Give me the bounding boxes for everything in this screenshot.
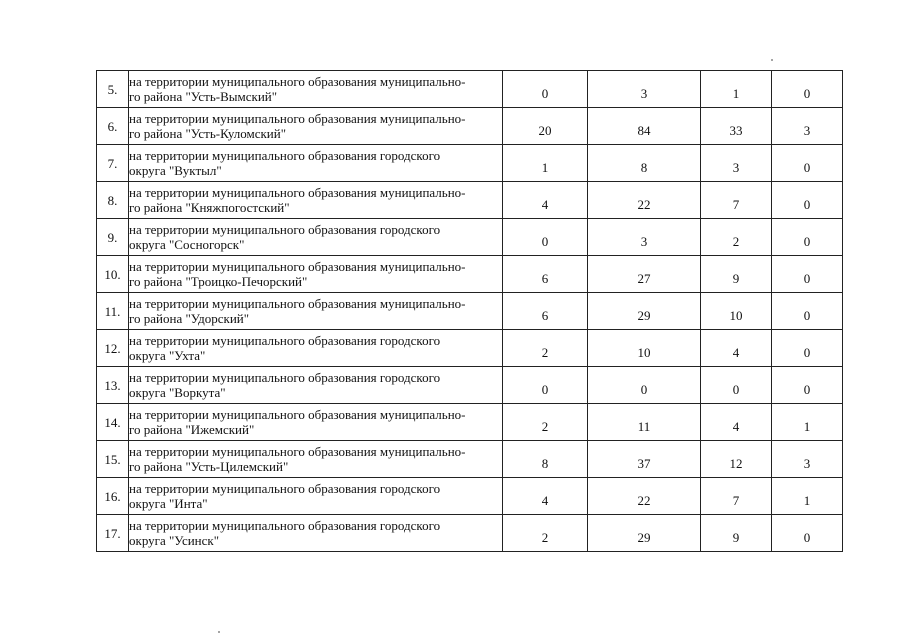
table-row [97, 71, 843, 108]
value-cell-1 [503, 441, 588, 478]
row-number: 9. [107, 229, 118, 245]
value-cell-4 [772, 515, 843, 552]
value-cell-3 [701, 515, 772, 552]
row-number: 16. [104, 488, 121, 504]
value-2: 0 [640, 381, 648, 397]
value-1: 0 [541, 233, 549, 249]
value-2: 84 [637, 122, 651, 138]
value-cell-1 [503, 293, 588, 330]
value-1: 6 [541, 270, 549, 286]
value-4: 0 [803, 85, 811, 101]
value-cell-4 [772, 256, 843, 293]
value-cell-2 [588, 71, 701, 108]
value-4: 1 [803, 418, 811, 434]
value-cell-2 [588, 256, 701, 293]
value-cell-3 [701, 404, 772, 441]
row-number-cell [97, 71, 129, 108]
value-3: 33 [729, 122, 743, 138]
value-cell-1 [503, 515, 588, 552]
territory-description-line-2: го района "Княжпогостский" [129, 200, 290, 215]
table-body [97, 71, 843, 552]
table-row [97, 404, 843, 441]
territory-description-line-1: на территории муниципального образования муниципально- [129, 296, 466, 311]
territory-description-line-2: го района "Усть-Вымский" [129, 89, 278, 104]
value-cell-1 [503, 182, 588, 219]
value-2: 22 [637, 492, 651, 508]
value-cell-2 [588, 367, 701, 404]
value-cell-2 [588, 330, 701, 367]
row-number-cell [97, 515, 129, 552]
row-number-cell [97, 219, 129, 256]
table-row [97, 219, 843, 256]
territory-description-cell [129, 293, 503, 330]
value-4: 3 [803, 122, 811, 138]
value-4: 0 [803, 233, 811, 249]
value-cell-3 [701, 478, 772, 515]
value-cell-2 [588, 441, 701, 478]
row-number: 15. [104, 451, 121, 467]
territory-description-line-1: на территории муниципального образования городского [129, 148, 441, 163]
value-1: 2 [541, 344, 549, 360]
value-1: 2 [541, 529, 549, 545]
value-cell-2 [588, 108, 701, 145]
value-cell-2 [588, 515, 701, 552]
value-3: 9 [732, 270, 740, 286]
territory-description-cell [129, 441, 503, 478]
value-3: 9 [732, 529, 740, 545]
table-row [97, 441, 843, 478]
territory-description-cell [129, 515, 503, 552]
value-3: 3 [732, 159, 740, 175]
territory-description-line-2: го района "Усть-Куломский" [129, 126, 287, 141]
value-3: 4 [732, 344, 740, 360]
row-number-cell [97, 330, 129, 367]
row-number: 10. [104, 266, 121, 282]
value-cell-4 [772, 330, 843, 367]
row-number: 5. [107, 81, 118, 97]
territory-description-line-1: на территории муниципального образования муниципально- [129, 74, 466, 89]
territory-description-line-1: на территории муниципального образования муниципально- [129, 407, 466, 422]
territory-description-cell [129, 145, 503, 182]
value-cell-3 [701, 108, 772, 145]
territory-description-line-2: округа "Воркута" [129, 385, 226, 400]
table-row [97, 256, 843, 293]
value-4: 1 [803, 492, 811, 508]
row-number-cell [97, 182, 129, 219]
table-row [97, 478, 843, 515]
value-2: 37 [637, 455, 651, 471]
value-3: 7 [732, 492, 740, 508]
row-number-cell [97, 478, 129, 515]
value-cell-3 [701, 256, 772, 293]
scan-speck [218, 631, 220, 633]
value-3: 10 [729, 307, 743, 323]
value-cell-4 [772, 108, 843, 145]
value-2: 11 [637, 418, 651, 434]
value-4: 3 [803, 455, 811, 471]
value-1: 1 [541, 159, 549, 175]
row-number: 12. [104, 340, 121, 356]
value-3: 4 [732, 418, 740, 434]
territory-description-line-2: округа "Вуктыл" [129, 163, 222, 178]
row-number: 8. [107, 192, 118, 208]
value-3: 0 [732, 381, 740, 397]
territory-description-line-2: го района "Усть-Цилемский" [129, 459, 289, 474]
table-row [97, 145, 843, 182]
statistics-table [96, 70, 843, 552]
value-cell-2 [588, 478, 701, 515]
value-cell-4 [772, 478, 843, 515]
territory-description-line-2: го района "Ижемский" [129, 422, 255, 437]
territory-description-cell [129, 108, 503, 145]
value-cell-2 [588, 293, 701, 330]
value-4: 0 [803, 270, 811, 286]
value-cell-3 [701, 145, 772, 182]
territory-description-line-2: го района "Троицко-Печорский" [129, 274, 308, 289]
value-3: 12 [729, 455, 743, 471]
table-row [97, 515, 843, 552]
value-cell-1 [503, 256, 588, 293]
value-cell-3 [701, 367, 772, 404]
territory-description-cell [129, 182, 503, 219]
value-cell-4 [772, 293, 843, 330]
value-4: 0 [803, 159, 811, 175]
table-row [97, 367, 843, 404]
value-1: 0 [541, 85, 549, 101]
scan-speck [771, 59, 773, 61]
value-1: 4 [541, 492, 549, 508]
table-row [97, 293, 843, 330]
value-4: 0 [803, 381, 811, 397]
value-4: 0 [803, 344, 811, 360]
row-number: 13. [104, 377, 121, 393]
row-number: 6. [107, 118, 118, 134]
territory-description-cell [129, 330, 503, 367]
value-cell-3 [701, 441, 772, 478]
value-cell-3 [701, 219, 772, 256]
value-4: 0 [803, 529, 811, 545]
territory-description-cell [129, 219, 503, 256]
value-2: 8 [640, 159, 648, 175]
value-1: 20 [538, 122, 552, 138]
value-cell-3 [701, 71, 772, 108]
value-cell-4 [772, 71, 843, 108]
row-number: 7. [107, 155, 118, 171]
value-4: 0 [803, 196, 811, 212]
value-1: 2 [541, 418, 549, 434]
value-4: 0 [803, 307, 811, 323]
territory-description-cell [129, 367, 503, 404]
value-cell-3 [701, 293, 772, 330]
value-2: 22 [637, 196, 651, 212]
value-cell-4 [772, 404, 843, 441]
value-1: 4 [541, 196, 549, 212]
territory-description-cell [129, 71, 503, 108]
territory-description-line-1: на территории муниципального образования городского [129, 481, 441, 496]
value-3: 1 [732, 85, 740, 101]
table-row [97, 108, 843, 145]
value-3: 2 [732, 233, 740, 249]
value-cell-1 [503, 71, 588, 108]
row-number-cell [97, 108, 129, 145]
row-number: 11. [104, 303, 121, 319]
territory-description-line-2: округа "Усинск" [129, 533, 220, 548]
territory-description-line-2: го района "Удорский" [129, 311, 250, 326]
value-cell-1 [503, 145, 588, 182]
value-cell-1 [503, 219, 588, 256]
value-cell-1 [503, 330, 588, 367]
row-number: 14. [104, 414, 121, 430]
row-number-cell [97, 441, 129, 478]
territory-description-line-2: округа "Инта" [129, 496, 208, 511]
territory-description-line-1: на территории муниципального образования городского [129, 370, 441, 385]
table-row [97, 182, 843, 219]
territory-description-cell [129, 256, 503, 293]
value-cell-4 [772, 441, 843, 478]
value-2: 27 [637, 270, 651, 286]
value-2: 10 [637, 344, 651, 360]
value-cell-4 [772, 219, 843, 256]
value-2: 29 [637, 307, 651, 323]
table-row [97, 330, 843, 367]
value-cell-4 [772, 145, 843, 182]
row-number-cell [97, 367, 129, 404]
value-cell-4 [772, 182, 843, 219]
value-cell-2 [588, 182, 701, 219]
row-number-cell [97, 256, 129, 293]
row-number-cell [97, 404, 129, 441]
territory-description-cell [129, 404, 503, 441]
value-1: 8 [541, 455, 549, 471]
value-cell-1 [503, 108, 588, 145]
territory-description-line-1: на территории муниципального образования городского [129, 222, 441, 237]
territory-description-cell [129, 478, 503, 515]
row-number-cell [97, 293, 129, 330]
territory-description-line-1: на территории муниципального образования городского [129, 333, 441, 348]
territory-description-line-1: на территории муниципального образования муниципально- [129, 259, 466, 274]
value-1: 6 [541, 307, 549, 323]
value-cell-4 [772, 367, 843, 404]
value-cell-3 [701, 182, 772, 219]
row-number: 17. [104, 525, 121, 541]
territory-description-line-1: на территории муниципального образования городского [129, 518, 441, 533]
value-cell-3 [701, 330, 772, 367]
territory-description-line-1: на территории муниципального образования муниципально- [129, 111, 466, 126]
territory-description-line-1: на территории муниципального образования муниципально- [129, 185, 466, 200]
value-2: 29 [637, 529, 651, 545]
value-cell-2 [588, 219, 701, 256]
row-number-cell [97, 145, 129, 182]
value-2: 3 [640, 233, 648, 249]
value-2: 3 [640, 85, 648, 101]
value-cell-1 [503, 404, 588, 441]
value-cell-2 [588, 145, 701, 182]
value-cell-1 [503, 478, 588, 515]
value-cell-2 [588, 404, 701, 441]
territory-description-line-2: округа "Сосногорск" [129, 237, 245, 252]
value-cell-1 [503, 367, 588, 404]
territory-description-line-1: на территории муниципального образования муниципально- [129, 444, 466, 459]
value-1: 0 [541, 381, 549, 397]
territory-description-line-2: округа "Ухта" [129, 348, 206, 363]
value-3: 7 [732, 196, 740, 212]
